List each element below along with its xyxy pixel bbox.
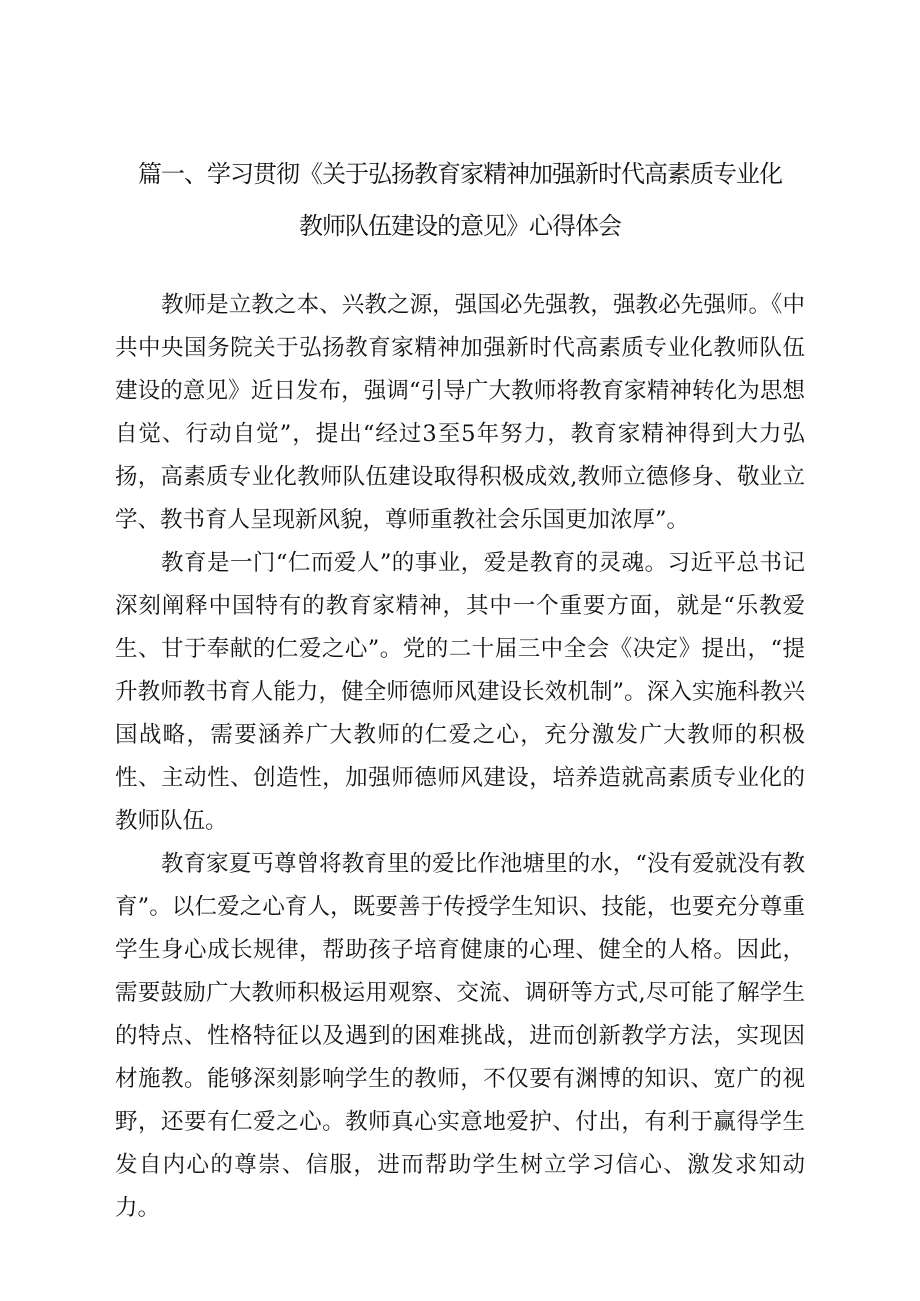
document-body — [115, 284, 805, 1230]
paragraph-1: 教师是立教之本、兴教之源，强国必先强教，强教必先强师。《中共中央国务院关于弘扬教育家精神加强新时代高素质专业化教师队伍建设的意见》近日发布，强调“引导广大教师将教育家精神转化为思想自觉、行动自觉”，提出“经过3至5年努力，教育家精神得到大力弘扬，高素质专业化教师队伍建设取得积极成效,教师立德修身、敬业立学、教书育人呈现新风貌，尊师重教社会乐国更加浓厚”。 — [115, 292, 805, 533]
paragraph-2: 教育是一门“仁而爱人”的事业，爱是教育的灵魂。习近平总书记深刻阐释中国特有的教育家精神，其中一个重要方面，就是“乐教爱生、甘于奉献的仁爱之心”。党的二十届三中全会《决定》提出，“提升教师教书育人能力，健全师德师风建设长效机制”。深入实施科教兴国战略，需要涵养广大教师的仁爱之心，充分激发广大教师的积极性、主动性、创造性，加强师德师风建设，培养造就高素质专业化的教师队伍。 — [115, 550, 805, 834]
paragraph-3: 教育家夏丐尊曾将教育里的爱比作池塘里的水，“没有爱就没有教育”。以仁爱之心育人，既要善于传授学生知识、技能，也要充分尊重学生身心成长规律，帮助孩子培育健康的心理、健全的人格。因此，需要鼓励广大教师积极运用观察、交流、调研等方式,尽可能了解学生的特点、性格特征以及遇到的困难挑战，进而创新教学方法，实现因材施教。能够深刻影响学生的教师，不仅要有渊博的知识、宽广的视野，还要有仁爱之心。教师真心实意地爱护、付出，有利于赢得学生发自内心的尊崇、信服，进而帮助学生树立学习信心、激发求知动力。 — [115, 851, 805, 1221]
document-title — [125, 148, 795, 252]
title-line-2: 教师队伍建设的意见》心得体会 — [299, 212, 621, 240]
title-line-1: 篇一、学习贯彻《关于弘扬教育家精神加强新时代高素质专业化 — [138, 160, 782, 188]
